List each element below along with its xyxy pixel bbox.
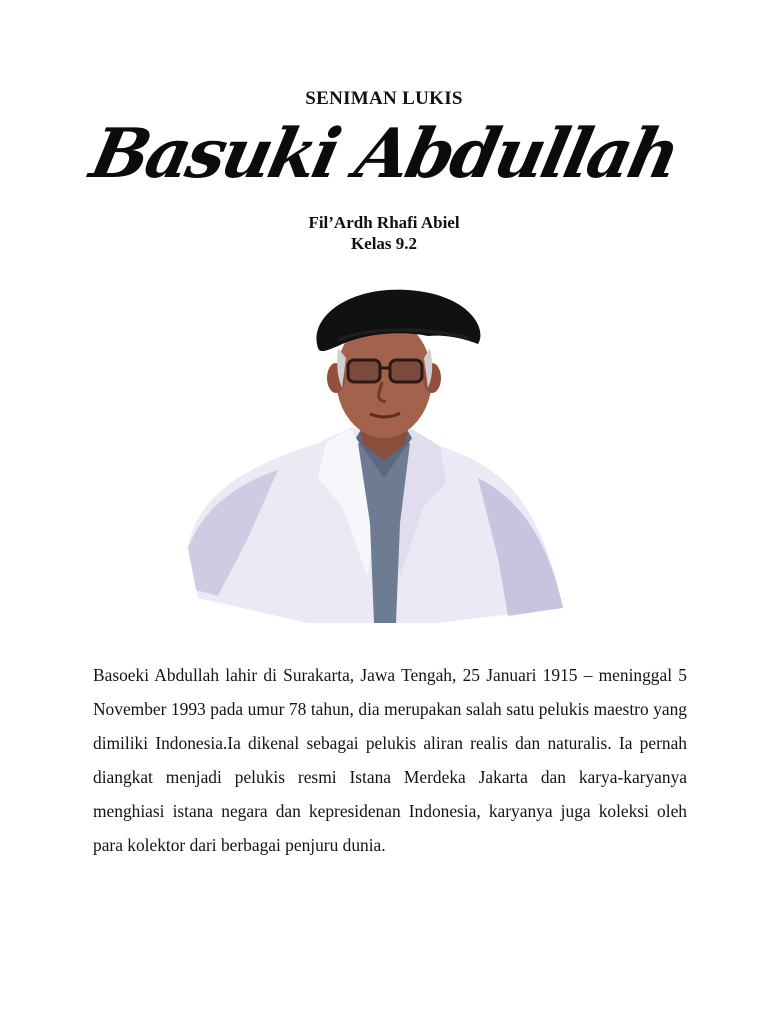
- author-name: Fil’Ardh Rhafi Abiel: [308, 213, 460, 232]
- glasses-lens-left: [348, 360, 380, 382]
- portrait-illustration: [178, 278, 570, 628]
- page-title: Basuki Abdullah: [83, 114, 685, 194]
- page-kicker: SENIMAN LUKIS: [305, 88, 463, 109]
- author-class: Kelas 9.2: [350, 234, 418, 253]
- glasses-lens-right: [390, 360, 422, 382]
- author-block: [0, 212, 768, 254]
- biography-paragraph: Basoeki Abdullah lahir di Surakarta, Jawa Tengah, 25 Januari 1915 – meninggal 5 November 1993 pada umur 78 tahun, dia merupakan salah satu pelukis maestro yang dimiliki Indonesia.Ia dikenal sebagai pelukis aliran realis dan naturalis. Ia pernah diangkat menjadi pelukis resmi Istana Merdeka Jakarta dan karya-karyanya menghiasi istana negara dan kepresidenan Indonesia, karyanya juga koleksi oleh para kolektor dari berbagai penjuru dunia.: [93, 665, 687, 855]
